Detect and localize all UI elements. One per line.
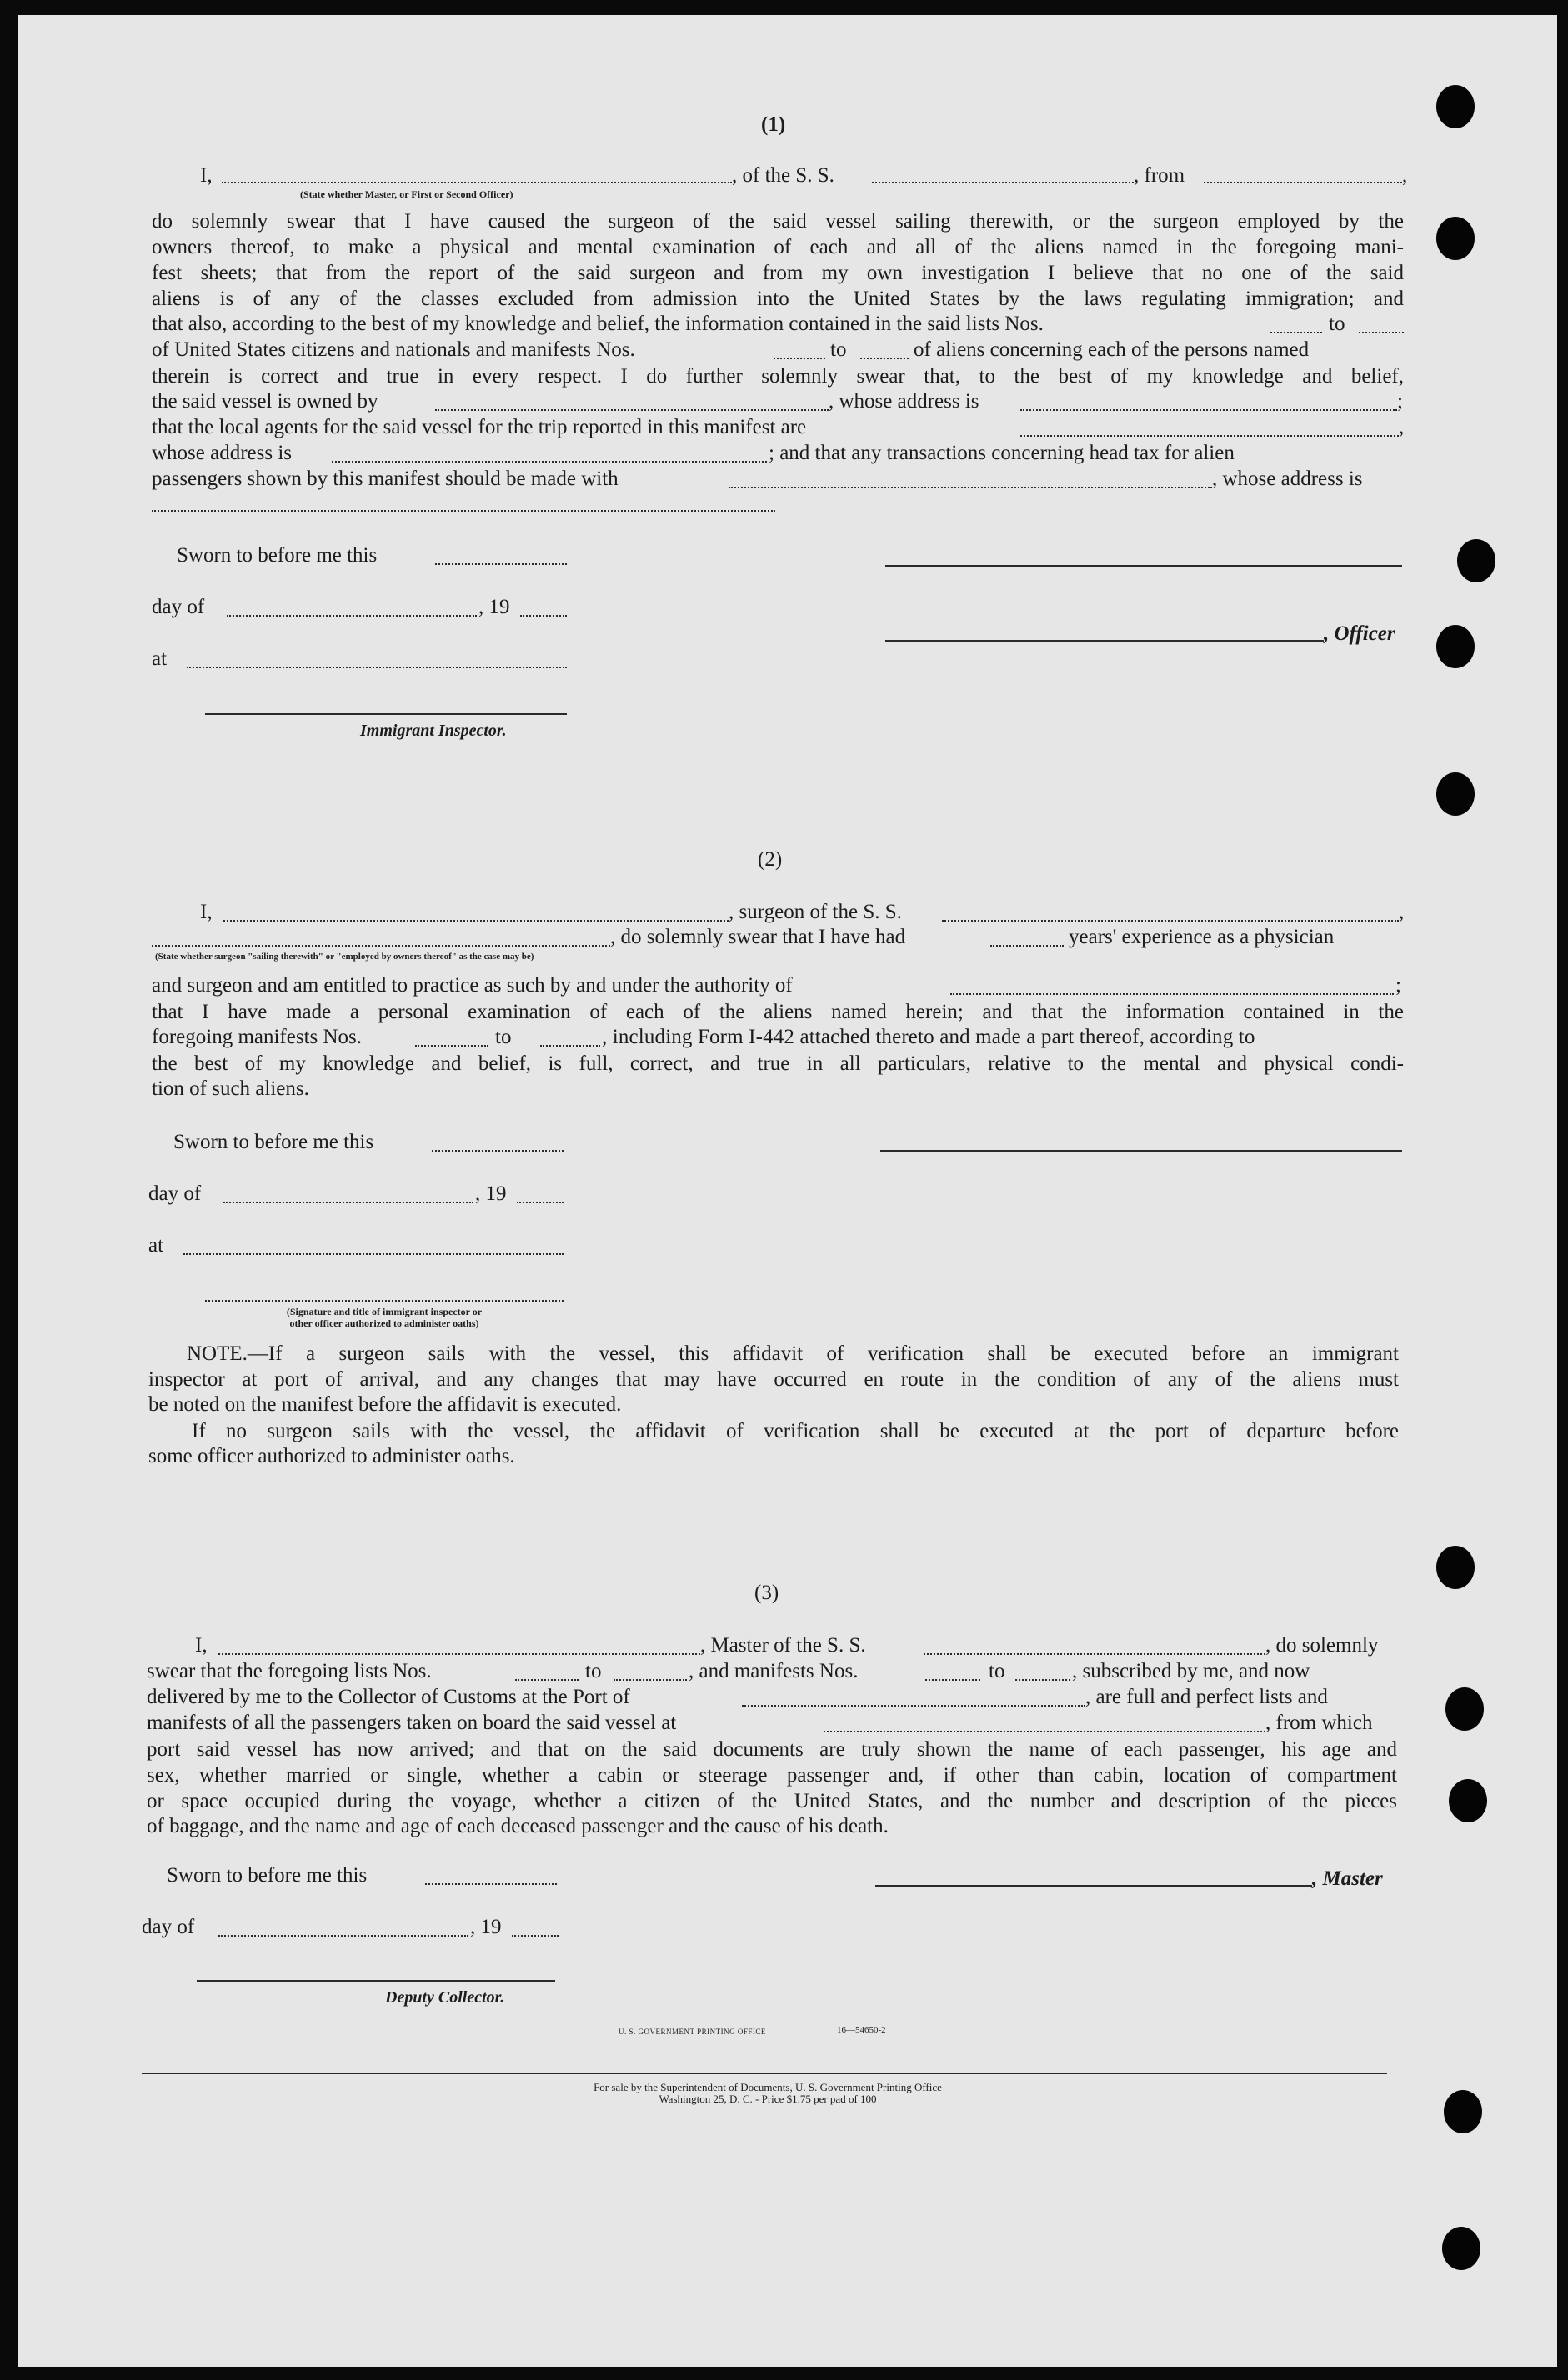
s3-manifests-from-field[interactable]	[925, 1679, 980, 1681]
s1-signature-line[interactable]	[885, 565, 1402, 567]
s2-vessel-field[interactable]	[942, 920, 1399, 922]
s2-surgeon-caption: (State whether surgeon "sailing therewith" or "employed by owners thereof" as the case may be)	[155, 952, 534, 962]
section-2-number: (2)	[758, 848, 783, 871]
s1-sworn-label: Sworn to before me this	[177, 544, 378, 567]
s1-para-line: aliens is of any of the classes excluded from admission into the United States by the laws regulating immigration; and	[152, 288, 1404, 310]
s2-foregoing-to: to	[495, 1026, 512, 1048]
s3-master-of: , Master of the S. S.	[700, 1634, 866, 1657]
s1-owner-address-field[interactable]	[1020, 409, 1397, 411]
s2-foregoing-text: foregoing manifests Nos.	[152, 1026, 363, 1048]
s2-note-line: inspector at port of arrival, and any changes that may have occurred en route in the condition of any of the aliens must	[148, 1368, 1399, 1391]
s3-delivered-text: delivered by me to the Collector of Customs at the Port of	[147, 1686, 630, 1708]
s3-manifests-to-field[interactable]	[1015, 1679, 1070, 1681]
punch-hole	[1457, 539, 1495, 582]
s3-master-name-field[interactable]	[218, 1653, 700, 1655]
s2-at-label: at	[148, 1234, 164, 1257]
s1-agents-address-field[interactable]	[332, 461, 767, 462]
s3-day-field[interactable]	[218, 1935, 468, 1937]
s1-inspector-line[interactable]	[205, 713, 567, 715]
s2-surgeon-name-field[interactable]	[223, 920, 729, 922]
punch-hole	[1436, 772, 1475, 816]
s3-to2: to	[989, 1660, 1005, 1682]
s2-note-line: NOTE.—If a surgeon sails with the vessel, this affidavit of verification shall be executed before an immigrant	[187, 1342, 1399, 1365]
s1-nos-from-field[interactable]	[1270, 332, 1322, 333]
s1-day-of-label: day of	[152, 596, 205, 618]
s1-at-label: at	[152, 648, 168, 670]
s2-year-label: , 19	[475, 1182, 507, 1205]
s3-year-field[interactable]	[512, 1935, 559, 1937]
s1-agents-field[interactable]	[1020, 435, 1399, 437]
s3-boarding-port-field[interactable]	[824, 1731, 1265, 1732]
s1-headtax-field[interactable]	[729, 487, 1212, 488]
s3-lists-to-field[interactable]	[614, 1679, 687, 1681]
s2-swear-had: , do solemnly swear that I have had	[610, 926, 906, 948]
s2-authority-text: and surgeon and am entitled to practice as such by and under the authority of	[152, 974, 793, 997]
s1-whose-address-is: , whose address is	[1212, 468, 1363, 490]
s2-years-exp: years' experience as a physician	[1069, 926, 1335, 948]
s1-manifest-from-field[interactable]	[774, 358, 825, 359]
s2-inspector-sig-field[interactable]	[205, 1300, 564, 1302]
s2-day-field[interactable]	[223, 1202, 473, 1203]
s2-signature-line[interactable]	[880, 1150, 1402, 1152]
s1-officer-line[interactable]	[885, 640, 1324, 642]
s3-i: I,	[195, 1634, 208, 1657]
s1-year-field[interactable]	[520, 615, 567, 617]
s1-therein-line: therein is correct and true in every respect. I do further solemnly swear that, to the best of my knowledge and belief,	[152, 365, 1404, 388]
s1-vessel-field[interactable]	[872, 182, 1134, 183]
s2-day-of-label: day of	[148, 1182, 202, 1205]
s1-agents-comma: ,	[1399, 416, 1405, 438]
s2-foregoing-tail: , including Form I-442 attached thereto and made a part thereof, according to	[602, 1026, 1255, 1048]
punch-hole	[1442, 2227, 1480, 2270]
sale-line-1: For sale by the Superintendent of Documents, U. S. Government Printing Office	[594, 2081, 942, 2093]
s2-para-line: that I have made a personal examination of each of the aliens named herein; and that the information contained in the	[152, 1001, 1404, 1023]
s3-para-line: sex, whether married or single, whether a cabin or steerage passenger and, if other than cabin, location of compartment	[147, 1764, 1397, 1787]
s1-nos-text: that also, according to the best of my knowledge and belief, the information contained in the said lists Nos.	[152, 312, 1044, 335]
s1-from-field[interactable]	[1204, 182, 1402, 183]
s2-semicolon: ;	[1395, 974, 1401, 997]
s2-years-field[interactable]	[990, 945, 1064, 947]
punch-hole	[1436, 85, 1475, 128]
s2-sig-caption-2: other officer authorized to administer oaths)	[289, 1318, 479, 1329]
section-3-number: (3)	[754, 1582, 779, 1604]
s3-day-of-label: day of	[142, 1916, 195, 1938]
s3-port-field[interactable]	[742, 1705, 1085, 1707]
s3-solemnly: , do solemnly	[1265, 1634, 1379, 1657]
s2-aliens-line: tion of such aliens.	[152, 1078, 309, 1100]
s1-agents-text: that the local agents for the said vessel for the trip reported in this manifest are	[152, 416, 807, 438]
s1-from: , from	[1134, 164, 1185, 187]
s2-surgeon-type-field[interactable]	[152, 945, 610, 947]
s3-year-label: , 19	[470, 1916, 502, 1938]
s1-owned-text: the said vessel is owned by	[152, 390, 378, 412]
s2-manifest-from-field[interactable]	[415, 1045, 488, 1047]
form-code: 16—54650-2	[837, 2025, 886, 2035]
s2-note2-line: If no surgeon sails with the vessel, the affidavit of verification shall be executed at the port of departure before	[192, 1420, 1399, 1442]
s1-para-line: fest sheets; that from the report of the said surgeon and from my own investigation I believe that no one of the said	[152, 262, 1404, 284]
s1-citizens-tail: of aliens concerning each of the persons named	[914, 338, 1310, 361]
s1-officer-caption: (State whether Master, or First or Second Officer)	[300, 188, 513, 200]
punch-hole	[1436, 1546, 1475, 1589]
s1-owned-semicolon: ;	[1397, 390, 1403, 412]
s1-para-line: owners thereof, to make a physical and mental examination of each and all of the aliens named in the foregoing mani-	[152, 236, 1404, 258]
s3-to1: to	[585, 1660, 602, 1682]
s1-citizens-to: to	[830, 338, 847, 361]
punch-hole	[1436, 217, 1475, 260]
gpo-imprint: U. S. GOVERNMENT PRINTING OFFICE	[619, 2028, 766, 2036]
s3-full-perfect: , are full and perfect lists and	[1085, 1686, 1328, 1708]
s1-officer-field[interactable]	[222, 182, 732, 183]
s3-swear-text: swear that the foregoing lists Nos.	[147, 1660, 432, 1682]
punch-hole	[1436, 625, 1475, 668]
s1-para-line: do solemnly swear that I have caused the surgeon of the said vessel sailing therewith, or the surgeon employed by the	[152, 210, 1404, 232]
s3-lists-from-field[interactable]	[515, 1679, 579, 1681]
s1-day-field[interactable]	[227, 615, 477, 617]
s1-sworn-field[interactable]	[435, 563, 567, 565]
punch-hole	[1445, 1688, 1484, 1731]
s2-comma: ,	[1399, 901, 1405, 923]
s1-of-ss: , of the S. S.	[732, 164, 834, 187]
s2-authority-field[interactable]	[950, 993, 1394, 995]
s1-whose-address: whose address is	[152, 442, 293, 464]
section-1-number: (1)	[761, 113, 786, 136]
s2-para2-line: the best of my knowledge and belief, is full, correct, and true in all particulars, relative to the mental and physical condi-	[152, 1052, 1404, 1075]
s1-year-label: , 19	[478, 596, 510, 618]
s3-master-label: , Master	[1312, 1868, 1383, 1890]
s3-sworn-label: Sworn to before me this	[167, 1864, 368, 1887]
s1-headtax-address-field[interactable]	[152, 510, 775, 512]
s2-sworn-label: Sworn to before me this	[173, 1131, 374, 1153]
s1-nos-to-field[interactable]	[1359, 332, 1404, 333]
s2-i: I,	[200, 901, 213, 923]
s1-i: I,	[200, 164, 213, 187]
s2-sworn-field[interactable]	[432, 1150, 564, 1152]
s3-manifests-text: , and manifests Nos.	[689, 1660, 859, 1682]
s1-inspector-label: Immigrant Inspector.	[360, 722, 507, 740]
s3-from-which: , from which	[1265, 1712, 1373, 1734]
s2-note-end: be noted on the manifest before the affidavit is executed.	[148, 1393, 622, 1416]
s3-para-line: port said vessel has now arrived; and that on the said documents are truly shown the name of each passenger, his age and	[147, 1738, 1397, 1761]
s3-manifests-all: manifests of all the passengers taken on board the said vessel at	[147, 1712, 677, 1734]
s1-line1-end: ,	[1402, 164, 1408, 187]
s3-deputy-line[interactable]	[197, 1980, 555, 1982]
s2-manifest-to-field[interactable]	[540, 1045, 600, 1047]
s2-year-field[interactable]	[517, 1202, 564, 1203]
s3-para-line: or space occupied during the voyage, whether a citizen of the United States, and the number and description of the pieces	[147, 1790, 1397, 1812]
s1-officer-label: , Officer	[1324, 622, 1395, 645]
s2-sig-caption-1: (Signature and title of immigrant inspector or	[286, 1306, 483, 1318]
s3-master-sig-line[interactable]	[875, 1885, 1312, 1887]
s2-at-field[interactable]	[183, 1253, 564, 1255]
s1-citizens-text: of United States citizens and nationals and manifests Nos.	[152, 338, 635, 361]
s1-manifest-to-field[interactable]	[860, 358, 909, 359]
s1-headtax-text: ; and that any transactions concerning head tax for alien	[769, 442, 1235, 464]
sale-line-2: Washington 25, D. C. - Price $1.75 per pad of 100	[659, 2092, 877, 2105]
punch-hole	[1444, 2090, 1482, 2133]
s1-nos-to: to	[1329, 312, 1345, 335]
s1-owned-address: , whose address is	[829, 390, 979, 412]
s2-surgeon-of: , surgeon of the S. S.	[729, 901, 902, 923]
s3-deputy-label: Deputy Collector.	[385, 1988, 505, 2007]
s3-last-line: of baggage, and the name and age of each deceased passenger and the cause of his death.	[147, 1815, 889, 1838]
footer-rule	[142, 2073, 1387, 2074]
s3-subscribed: , subscribed by me, and now	[1072, 1660, 1310, 1682]
s3-sworn-field[interactable]	[425, 1883, 557, 1885]
s1-at-field[interactable]	[187, 667, 567, 668]
s1-passengers-text: passengers shown by this manifest should be made with	[152, 468, 619, 490]
s2-note2-end: some officer authorized to administer oaths.	[148, 1445, 515, 1468]
punch-hole	[1449, 1779, 1487, 1822]
s3-vessel-field[interactable]	[924, 1653, 1265, 1655]
s1-owner-field[interactable]	[435, 409, 829, 411]
